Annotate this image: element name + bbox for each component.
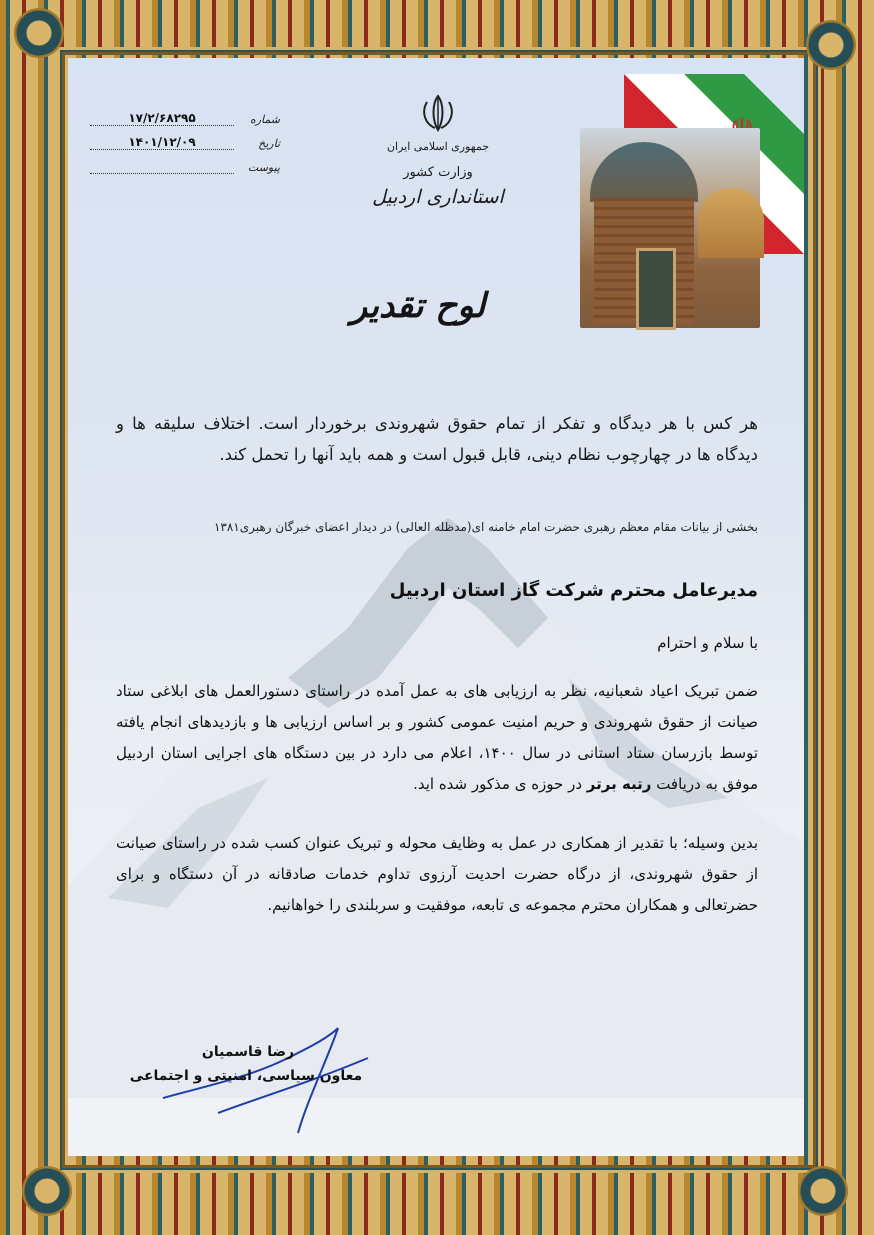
certificate-paper	[68, 58, 804, 1156]
mausoleum-photo	[580, 128, 760, 328]
corner-ornament	[22, 1166, 72, 1216]
leader-quote: هر کس با هر دیدگاه و تفکر از تمام حقوق شهروندی برخوردار است. اختلاف سلیقه ها و دیدگاه ها در چهارچوب نظام دینی، قابل قبول است و همه باید آنها را تحمل کند.	[116, 414, 758, 464]
attachment-value	[90, 173, 234, 174]
date-value: ۱۴۰۱/۱۲/۰۹	[90, 135, 234, 150]
number-row	[90, 102, 280, 126]
number-value: ۱۷/۲/۶۸۲۹۵	[90, 111, 234, 126]
recipient: مدیرعامل محترم شرکت گاز استان اردبیل	[389, 580, 758, 601]
body-paragraph-1-end: در حوزه ی مذکور شده اید.	[413, 775, 587, 793]
body-paragraph-1	[116, 676, 758, 800]
date-label: تاریخ	[258, 137, 280, 150]
body-paragraph-1-start: ضمن تبریک اعیاد شعبانیه، نظر به ارزیابی های به عمل آمده در راستای دستورالعمل های ابلاغی ستاد صیانت از حقوق شهروندی و حریم امنیت عمومی کشور و بر اساس ارزیابی ها و بازدیدهای انجام یافته توسط بازرسان ستاد استانی در سال ۱۴۰۰، اعلام می دارد در بین دستگاه های اجرایی استان اردبیل موفق به دریافت	[116, 682, 758, 793]
greeting: با سلام و احترام	[657, 634, 758, 652]
letter-metadata	[90, 102, 280, 174]
top-rank-text: رتبه برتر	[586, 775, 652, 793]
signer-title: معاون سیاسی، امنیتی و اجتماعی	[129, 1068, 363, 1084]
attachment-label: پیوست	[247, 161, 280, 174]
corner-ornament	[14, 8, 64, 58]
number-label: شماره	[249, 113, 280, 126]
iran-emblem-icon	[417, 92, 459, 134]
date-row	[90, 126, 280, 150]
quote-source: بخشی از بیانات مقام معظم رهبری حضرت امام خامنه ای(مدظله العالی) در دیدار اعضای خبرگان رهبری۱۳۸۱	[213, 520, 758, 534]
ministry-name: وزارت کشور	[403, 165, 473, 180]
corner-ornament	[806, 20, 856, 70]
attachment-row	[90, 150, 280, 174]
signer-name: رضا قاسمیان	[201, 1044, 295, 1060]
certificate-title: لوح تقدیر	[350, 286, 486, 326]
corner-ornament	[798, 1166, 848, 1216]
governorate-name: استانداری اردبیل	[372, 186, 504, 208]
body-paragraph-2: بدین وسیله؛ با تقدیر از همکاری در عمل به وظایف محوله و تبریک عنوان کسب شده در راستای صیانت از حقوق شهروندی، از درگاه حضرت احدیت آرزوی تداوم خدمات صادقانه در آن دستگاه و برای حضرتعالی و همکاران محترم مجموعه ی تابعه، موفقیت و سربلندی را خواهانیم.	[116, 834, 758, 914]
letterhead	[358, 140, 518, 208]
republic-name: جمهوری اسلامی ایران	[386, 140, 490, 153]
